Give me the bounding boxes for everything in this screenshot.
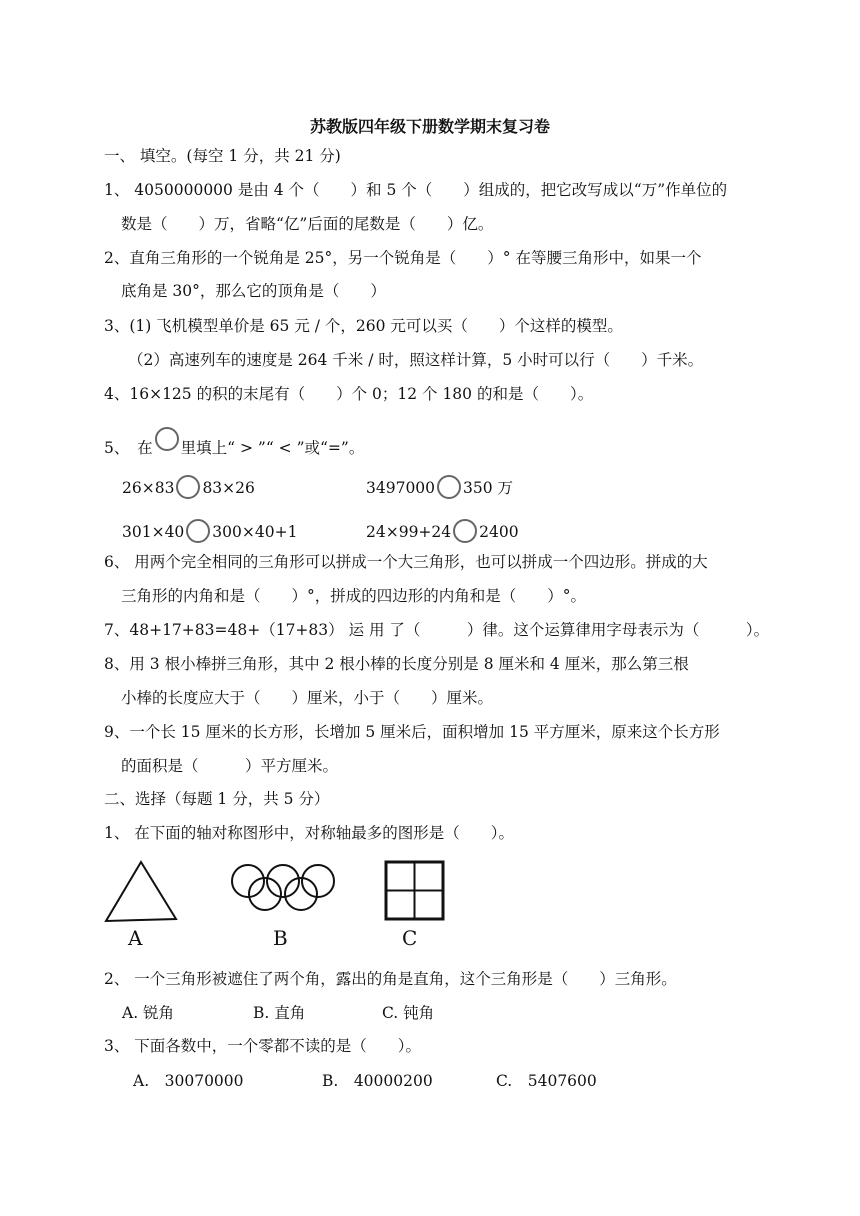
choice-2-option-a[interactable]: A. 锐角 bbox=[122, 1004, 175, 1022]
compare-item-1 bbox=[122, 475, 255, 499]
compare-left: 301×40 bbox=[122, 523, 185, 541]
question-6-line-1: 6、 用两个完全相同的三角形可以拼成一个大三角形，也可以拼成一个四边形。拼成的大 bbox=[104, 553, 708, 571]
compare-left: 24×99+24 bbox=[366, 523, 452, 541]
question-6-line-2: 三角形的内角和是（ ）°，拼成的四边形的内角和是（ ）°。 bbox=[121, 587, 587, 605]
compare-left: 26×83 bbox=[122, 479, 175, 497]
compare-circle-icon[interactable] bbox=[186, 519, 210, 543]
question-3-line-1: 3、(1) 飞机模型单价是 65 元 / 个，260 元可以买（ ）个这样的模型。 bbox=[104, 317, 623, 335]
figure-label-b: B bbox=[273, 926, 288, 950]
choice-3-option-c[interactable]: C. 5407600 bbox=[496, 1072, 597, 1090]
question-9-line-2: 的面积是（ ）平方厘米。 bbox=[121, 757, 339, 775]
olympic-rings-figure bbox=[230, 862, 336, 914]
section1-heading: 一、 填空。(每空 1 分，共 21 分) bbox=[104, 147, 341, 165]
compare-circle-icon[interactable] bbox=[453, 519, 477, 543]
compare-item-3 bbox=[122, 519, 297, 543]
choice-3-option-b[interactable]: B. 40000200 bbox=[322, 1072, 433, 1090]
figure-label-a: A bbox=[128, 926, 143, 950]
compare-right: 83×26 bbox=[202, 479, 255, 497]
question-1-line-1: 1、 4050000000 是由 4 个（ ）和 5 个（ ）组成的，把它改写成以“万”作单位的 bbox=[104, 181, 728, 199]
question-8-line-1: 8、用 3 根小棒拼三角形，其中 2 根小棒的长度分别是 8 厘米和 4 厘米，那么第三根 bbox=[104, 655, 689, 673]
compare-item-4 bbox=[366, 519, 519, 543]
compare-left: 3497000 bbox=[366, 479, 436, 497]
triangle-figure bbox=[104, 860, 178, 924]
question-1-line-2: 数是（ ）万，省略“亿”后面的尾数是（ ）亿。 bbox=[121, 215, 494, 233]
choice-2-option-c[interactable]: C. 钝角 bbox=[382, 1004, 435, 1022]
choice-question-2: 2、 一个三角形被遮住了两个角，露出的角是直角，这个三角形是（ ）三角形。 bbox=[104, 970, 677, 988]
circle-icon bbox=[155, 427, 179, 451]
question-4: 4、16×125 的积的末尾有（ ）个 0；12 个 180 的和是（ ）。 bbox=[104, 385, 594, 403]
choice-3-option-a[interactable]: A. 30070000 bbox=[133, 1072, 244, 1090]
compare-right: 2400 bbox=[479, 523, 519, 541]
square-grid-figure bbox=[384, 860, 446, 922]
question-7: 7、48+17+83=48+（17+83） 运 用 了（ ）律。这个运算律用字母表示为（ ）。 bbox=[104, 621, 770, 639]
choice-question-3: 3、 下面各数中，一个零都不读的是（ ）。 bbox=[104, 1037, 422, 1055]
page-title: 苏教版四年级下册数学期末复习卷 bbox=[309, 117, 550, 136]
section2-heading: 二、选择（每题 1 分，共 5 分） bbox=[104, 790, 330, 808]
question-2-line-1: 2、直角三角形的一个锐角是 25°，另一个锐角是（ ）° 在等腰三角形中，如果一个 bbox=[104, 249, 702, 267]
figure-label-c: C bbox=[402, 926, 418, 950]
compare-right: 350 万 bbox=[463, 479, 514, 497]
compare-right: 300×40+1 bbox=[212, 523, 298, 541]
question-9-line-1: 9、一个长 15 厘米的长方形，长增加 5 厘米后，面积增加 15 平方厘米，原来这个长方形 bbox=[104, 723, 720, 741]
compare-circle-icon[interactable] bbox=[437, 475, 461, 499]
choice-question-1: 1、 在下面的轴对称图形中，对称轴最多的图形是（ ）。 bbox=[104, 824, 515, 842]
compare-circle-icon[interactable] bbox=[176, 475, 200, 499]
question-3-line-2: （2）高速列车的速度是 264 千米 / 时，照这样计算，5 小时可以行（ ）千米。 bbox=[128, 351, 704, 369]
compare-item-2 bbox=[366, 475, 513, 499]
choice-2-option-b[interactable]: B. 直角 bbox=[253, 1004, 306, 1022]
question-5-suffix: 里填上“ > ”“ < ”或“=”。 bbox=[180, 439, 365, 457]
question-5-prefix: 5、 在 bbox=[104, 439, 153, 457]
question-8-line-2: 小棒的长度应大于（ ）厘米，小于（ ）厘米。 bbox=[121, 689, 494, 707]
question-5-instruction bbox=[104, 427, 364, 458]
question-2-line-2: 底角是 30°，那么它的顶角是（ ） bbox=[121, 282, 386, 300]
